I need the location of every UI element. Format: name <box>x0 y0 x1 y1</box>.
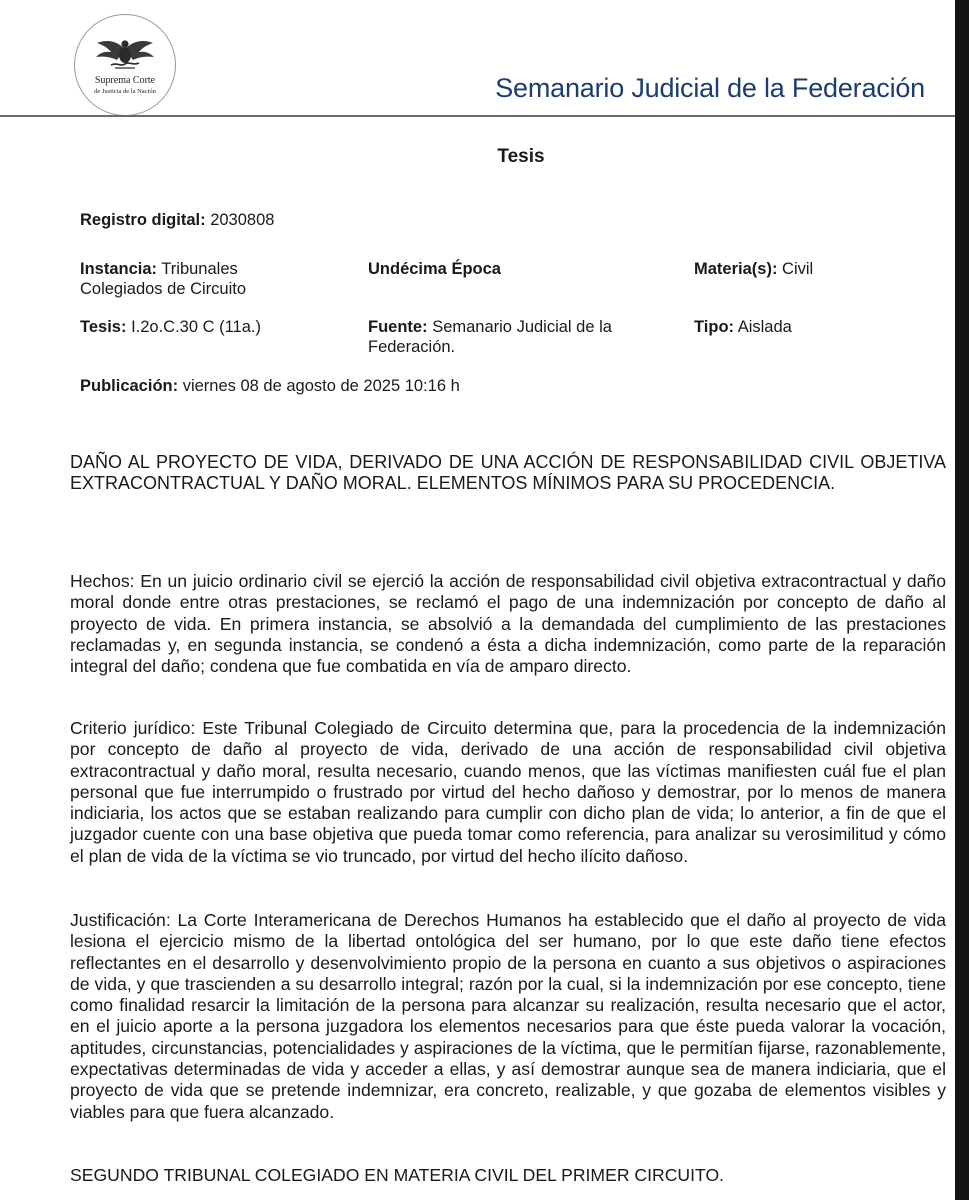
fuente-value: Semanario Judicial de la <box>432 318 612 336</box>
instancia <box>80 259 246 299</box>
materia-label: Materia(s): <box>694 260 778 278</box>
tesis-value: I.2o.C.30 C (11a.) <box>131 318 261 336</box>
epoca-value: Undécima Época <box>368 260 501 278</box>
tipo-label: Tipo: <box>694 318 735 336</box>
scjn-logo <box>74 14 176 116</box>
publicacion-label: Publicación: <box>80 377 179 395</box>
publicacion-value: viernes 08 de agosto de 2025 10:16 h <box>182 377 460 395</box>
page-header <box>0 0 955 125</box>
tribunal-signature: SEGUNDO TRIBUNAL COLEGIADO EN MATERIA CIVIL DEL PRIMER CIRCUITO. <box>70 1165 725 1185</box>
epoca <box>368 259 501 279</box>
header-divider <box>0 115 955 117</box>
page-edge <box>955 0 969 1200</box>
thesis-title: DAÑO AL PROYECTO DE VIDA, DERIVADO DE UNA ACCIÓN DE RESPONSABILIDAD CIVIL OBJETIVA EXTRACONTRACTUAL Y DAÑO MORAL. ELEMENTOS MÍNIMOS PARA SU PROCEDENCIA. <box>70 452 946 493</box>
tipo <box>694 317 792 337</box>
tesis <box>80 317 261 337</box>
instancia-value: Tribunales <box>161 260 238 278</box>
instancia-label: Instancia: <box>80 260 158 278</box>
logo-text-suprema-corte: Suprema Corte <box>94 75 156 86</box>
site-title: Semanario Judicial de la Federación <box>495 73 925 103</box>
registro-label: Registro digital: <box>80 211 206 229</box>
fuente-value-2: Federación. <box>368 338 456 356</box>
tipo-value: Aislada <box>737 318 792 336</box>
document-type: Tesis <box>497 146 545 167</box>
tesis-label: Tesis: <box>80 318 127 336</box>
hechos-paragraph: Hechos: En un juicio ordinario civil se ejerció la acción de responsabilidad civil objetiva extracontractual y daño moral donde entre otras prestaciones, se reclamó el pago de una indemnización por concepto de daño al proyecto de vida. En primera instancia, se absolvió a la demandada del cumplimiento de las prestaciones reclamadas y, en segunda instancia, se condenó a ésta a dicha indemnización, como parte de la reparación integral del daño; condena que fue combatida en vía de amparo directo. <box>70 571 946 677</box>
materia <box>694 259 813 279</box>
instancia-value-2: Colegiados de Circuito <box>80 280 247 298</box>
justificacion-paragraph: Justificación: La Corte Interamericana de Derechos Humanos ha establecido que el daño al proyecto de vida lesiona el ejercicio mismo de la libertad ontológica del ser humano, por lo que este daño tiene efectos reflectantes en el desarrollo y desenvolvimiento propio de la persona en cuanto a sus objetivos o aspiraciones de vida, y que trascienden a su desarrollo integral; razón por la cual, si la indemnización por ese concepto, tiene como finalidad resarcir la limitación de la persona para alcanzar su realización, resulta necesario que el actor, en el juicio aporte a la persona juzgadora los elementos necesarios para que éste pueda valorar la vocación, aptitudes, circunstancias, potencialidades y aspiraciones de la víctima, que le permitían fijarse, razonablemente, expectativas determinadas de vida y acceder a ellas, y así demostrar aunque sea de manera indiciaria, que el proyecto de vida que se pretende indemnizar, era concreto, realizable, y que gozaba de elementos visibles y viables para que fuera alcanzado. <box>70 910 946 1122</box>
eagle-emblem-icon <box>75 15 175 115</box>
fuente-label: Fuente: <box>368 318 428 336</box>
criterio-paragraph: Criterio jurídico: Este Tribunal Colegiado de Circuito determina que, para la procedencia de la indemnización por concepto de daño al proyecto de vida, derivado de una acción de responsabilidad civil objetiva extracontractual y daño moral, resulta necesario, cuando menos, que las víctimas manifiesten cuál fue el plan personal que fue interrumpido o frustrado por virtud del hecho dañoso y demostrar, por lo menos de manera indiciaria, los actos que se estaban realizando para cumplir con dicho plan de vida; lo anterior, a fin de que el juzgador cuente con una base objetiva que pueda tomar como referencia, para analizar su verosimilitud y cómo el plan de vida de la víctima se vio truncado, por virtud del hecho ilícito dañoso. <box>70 718 946 866</box>
registro-digital <box>80 210 274 230</box>
publicacion <box>80 376 460 396</box>
materia-value: Civil <box>782 260 814 278</box>
registro-value: 2030808 <box>210 211 275 229</box>
fuente <box>368 317 612 357</box>
logo-text-justicia: de Justicia de la Nación <box>94 88 156 95</box>
